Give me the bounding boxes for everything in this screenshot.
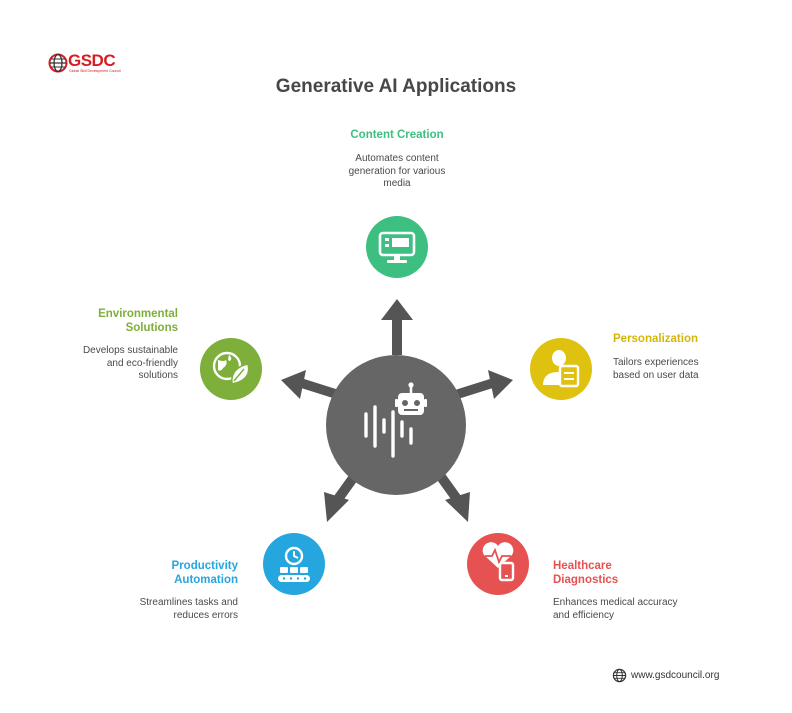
arrow-environmental-solutions (281, 370, 339, 399)
logo-tagline: Global Skill Development Council (69, 69, 121, 73)
central-hub (326, 355, 466, 495)
node-content-creation (366, 216, 428, 278)
node-productivity-automation (263, 533, 325, 595)
desc-environmental-solutions: Develops sustainable and eco-friendly solutions (82, 345, 178, 381)
desc-content-creation: Automates content generation for various media (348, 153, 446, 189)
heading-content-creation: Content Creation (350, 129, 444, 141)
logo-text: GSDC (68, 51, 116, 70)
node-environmental-solutions (200, 338, 262, 400)
node-personalization (530, 338, 592, 400)
website-link[interactable]: www.gsdcouncil.org (631, 669, 720, 681)
heading-productivity-automation: Productivity Automation (171, 560, 238, 586)
node-healthcare-diagnostics (467, 533, 529, 595)
arrow-personalization (455, 370, 513, 399)
desc-healthcare-diagnostics: Enhances medical accuracy and efficiency (553, 597, 678, 621)
desc-productivity-automation: Streamlines tasks and reduces errors (139, 597, 238, 621)
desc-personalization: Tailors experiences based on user data (613, 357, 699, 381)
page-title: Generative AI Applications (275, 76, 517, 97)
heading-healthcare-diagnostics: Healthcare Diagnostics (553, 560, 619, 586)
heading-personalization: Personalization (613, 333, 698, 345)
heading-environmental-solutions: Environmental Solutions (98, 308, 178, 334)
arrow-content-creation (381, 299, 413, 355)
globe-icon (612, 668, 627, 683)
footer (612, 667, 719, 683)
